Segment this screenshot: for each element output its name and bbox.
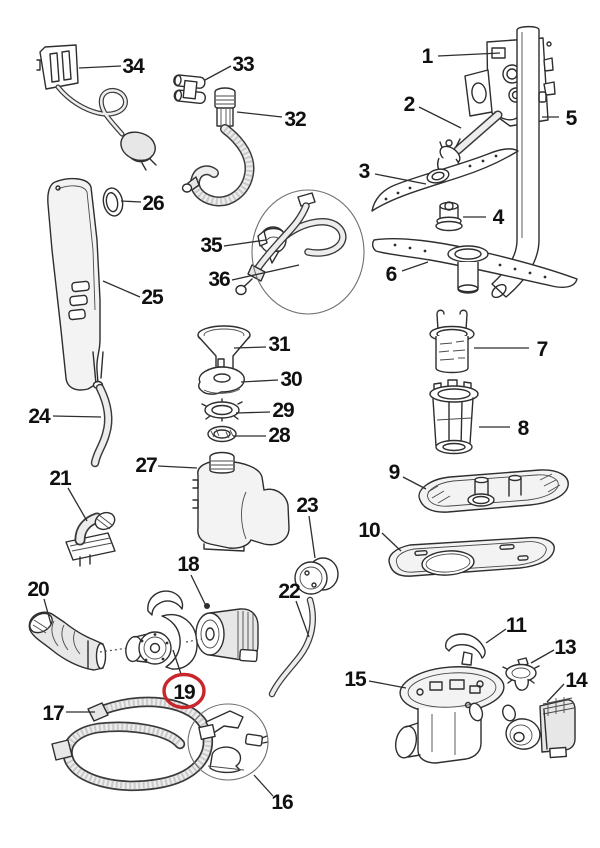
leader-line-15: [369, 681, 406, 688]
callout-24[interactable]: 24: [28, 405, 50, 428]
part-32-hose-drawing: [183, 88, 250, 201]
leader-line-30: [241, 380, 278, 382]
part-17-drain-hose-drawing: [52, 702, 208, 786]
leader-line-21: [68, 488, 87, 521]
callout-25[interactable]: 25: [141, 286, 163, 309]
part-33-connector-drawing: [172, 75, 208, 104]
callout-2[interactable]: 2: [403, 93, 415, 116]
part-18-wash-motor-drawing: [196, 603, 258, 662]
callout-27[interactable]: 27: [135, 454, 157, 477]
part-20-rubber-elbow-drawing: [26, 609, 105, 670]
part-9-sump-base-drawing: [419, 470, 568, 512]
callout-20[interactable]: 20: [27, 578, 49, 601]
leader-line-2: [419, 107, 461, 128]
callout-32[interactable]: 32: [284, 108, 306, 131]
callout-17[interactable]: 17: [42, 702, 64, 725]
callout-31[interactable]: 31: [268, 333, 290, 356]
callout-34[interactable]: 34: [122, 55, 144, 78]
part-24-hose-drawing: [95, 388, 108, 463]
callout-4[interactable]: 4: [492, 206, 504, 229]
part-28-gasket-drawing: [208, 427, 236, 442]
callout-29[interactable]: 29: [272, 399, 294, 422]
callout-16[interactable]: 16: [271, 791, 293, 814]
part-13-check-valve-drawing: [503, 658, 539, 690]
leader-line-25: [103, 281, 140, 297]
callout-9[interactable]: 9: [388, 461, 400, 484]
callout-7[interactable]: 7: [536, 338, 548, 361]
part-8-filter-basket-drawing: [430, 380, 478, 454]
leader-line-26: [121, 201, 141, 202]
leader-line-24: [53, 416, 101, 417]
leader-line-11: [486, 629, 506, 643]
leader-line-27: [158, 466, 197, 468]
callout-11[interactable]: 11: [505, 614, 527, 637]
part-4-hub-drawing: [436, 202, 462, 231]
callout-21[interactable]: 21: [49, 467, 71, 490]
part-11-hook-clip-drawing: [446, 634, 485, 665]
callout-8[interactable]: 8: [517, 417, 529, 440]
callout-35[interactable]: 35: [200, 234, 222, 257]
leader-line-22: [296, 601, 309, 637]
callout-1[interactable]: 1: [421, 45, 433, 68]
callout-36[interactable]: 36: [208, 268, 230, 291]
part-29-threaded-cap-drawing: [202, 399, 242, 421]
callout-28[interactable]: 28: [268, 424, 290, 447]
callout-19[interactable]: 19: [173, 681, 195, 704]
part-1-inlet-assembly-drawing: [465, 38, 555, 126]
part-25-side-panel-drawing: [48, 179, 103, 390]
part-30-cap-lid-drawing: [199, 367, 245, 394]
part-22-small-hose-drawing: [272, 600, 313, 694]
leader-line-6: [402, 262, 428, 271]
part-14-drain-pump-drawing: [501, 697, 575, 758]
part-23-vent-disc-drawing: [295, 558, 338, 594]
callout-15[interactable]: 15: [344, 668, 366, 691]
callout-26[interactable]: 26: [142, 192, 164, 215]
leader-line-10: [382, 533, 401, 551]
part-21-inlet-elbow-drawing: [66, 510, 117, 566]
part-27-softener-container-drawing: [193, 453, 289, 552]
callout-6[interactable]: 6: [385, 263, 397, 286]
callout-10[interactable]: 10: [358, 519, 380, 542]
callout-30[interactable]: 30: [280, 368, 302, 391]
callout-18[interactable]: 18: [177, 553, 199, 576]
leader-line-29: [236, 412, 270, 413]
leader-line-16: [254, 775, 273, 796]
leader-line-34: [79, 66, 121, 68]
callout-23[interactable]: 23: [296, 494, 318, 517]
callout-22[interactable]: 22: [278, 580, 300, 603]
leader-line-36: [232, 265, 299, 280]
part-19-pump-volute-drawing: [124, 591, 197, 669]
callout-33[interactable]: 33: [232, 53, 254, 76]
leader-line-33: [205, 66, 231, 80]
part-10-filter-plate-drawing: [389, 538, 554, 577]
callout-3[interactable]: 3: [358, 160, 370, 183]
callout-5[interactable]: 5: [565, 107, 577, 130]
leader-line-13: [531, 650, 554, 663]
callout-14[interactable]: 14: [565, 669, 587, 692]
leader-line-18: [191, 575, 206, 606]
leader-line-14: [547, 684, 564, 702]
part-15-sump-assembly-drawing: [393, 663, 506, 763]
leader-line-9: [403, 477, 426, 489]
part-6-lower-spray-arm-drawing: [373, 239, 577, 293]
callout-13[interactable]: 13: [554, 636, 576, 659]
part-7-filter-insert-drawing: [430, 310, 474, 372]
leader-line-23: [309, 516, 315, 558]
leader-line-32: [237, 112, 282, 117]
part-26-grommet-drawing: [101, 187, 125, 218]
